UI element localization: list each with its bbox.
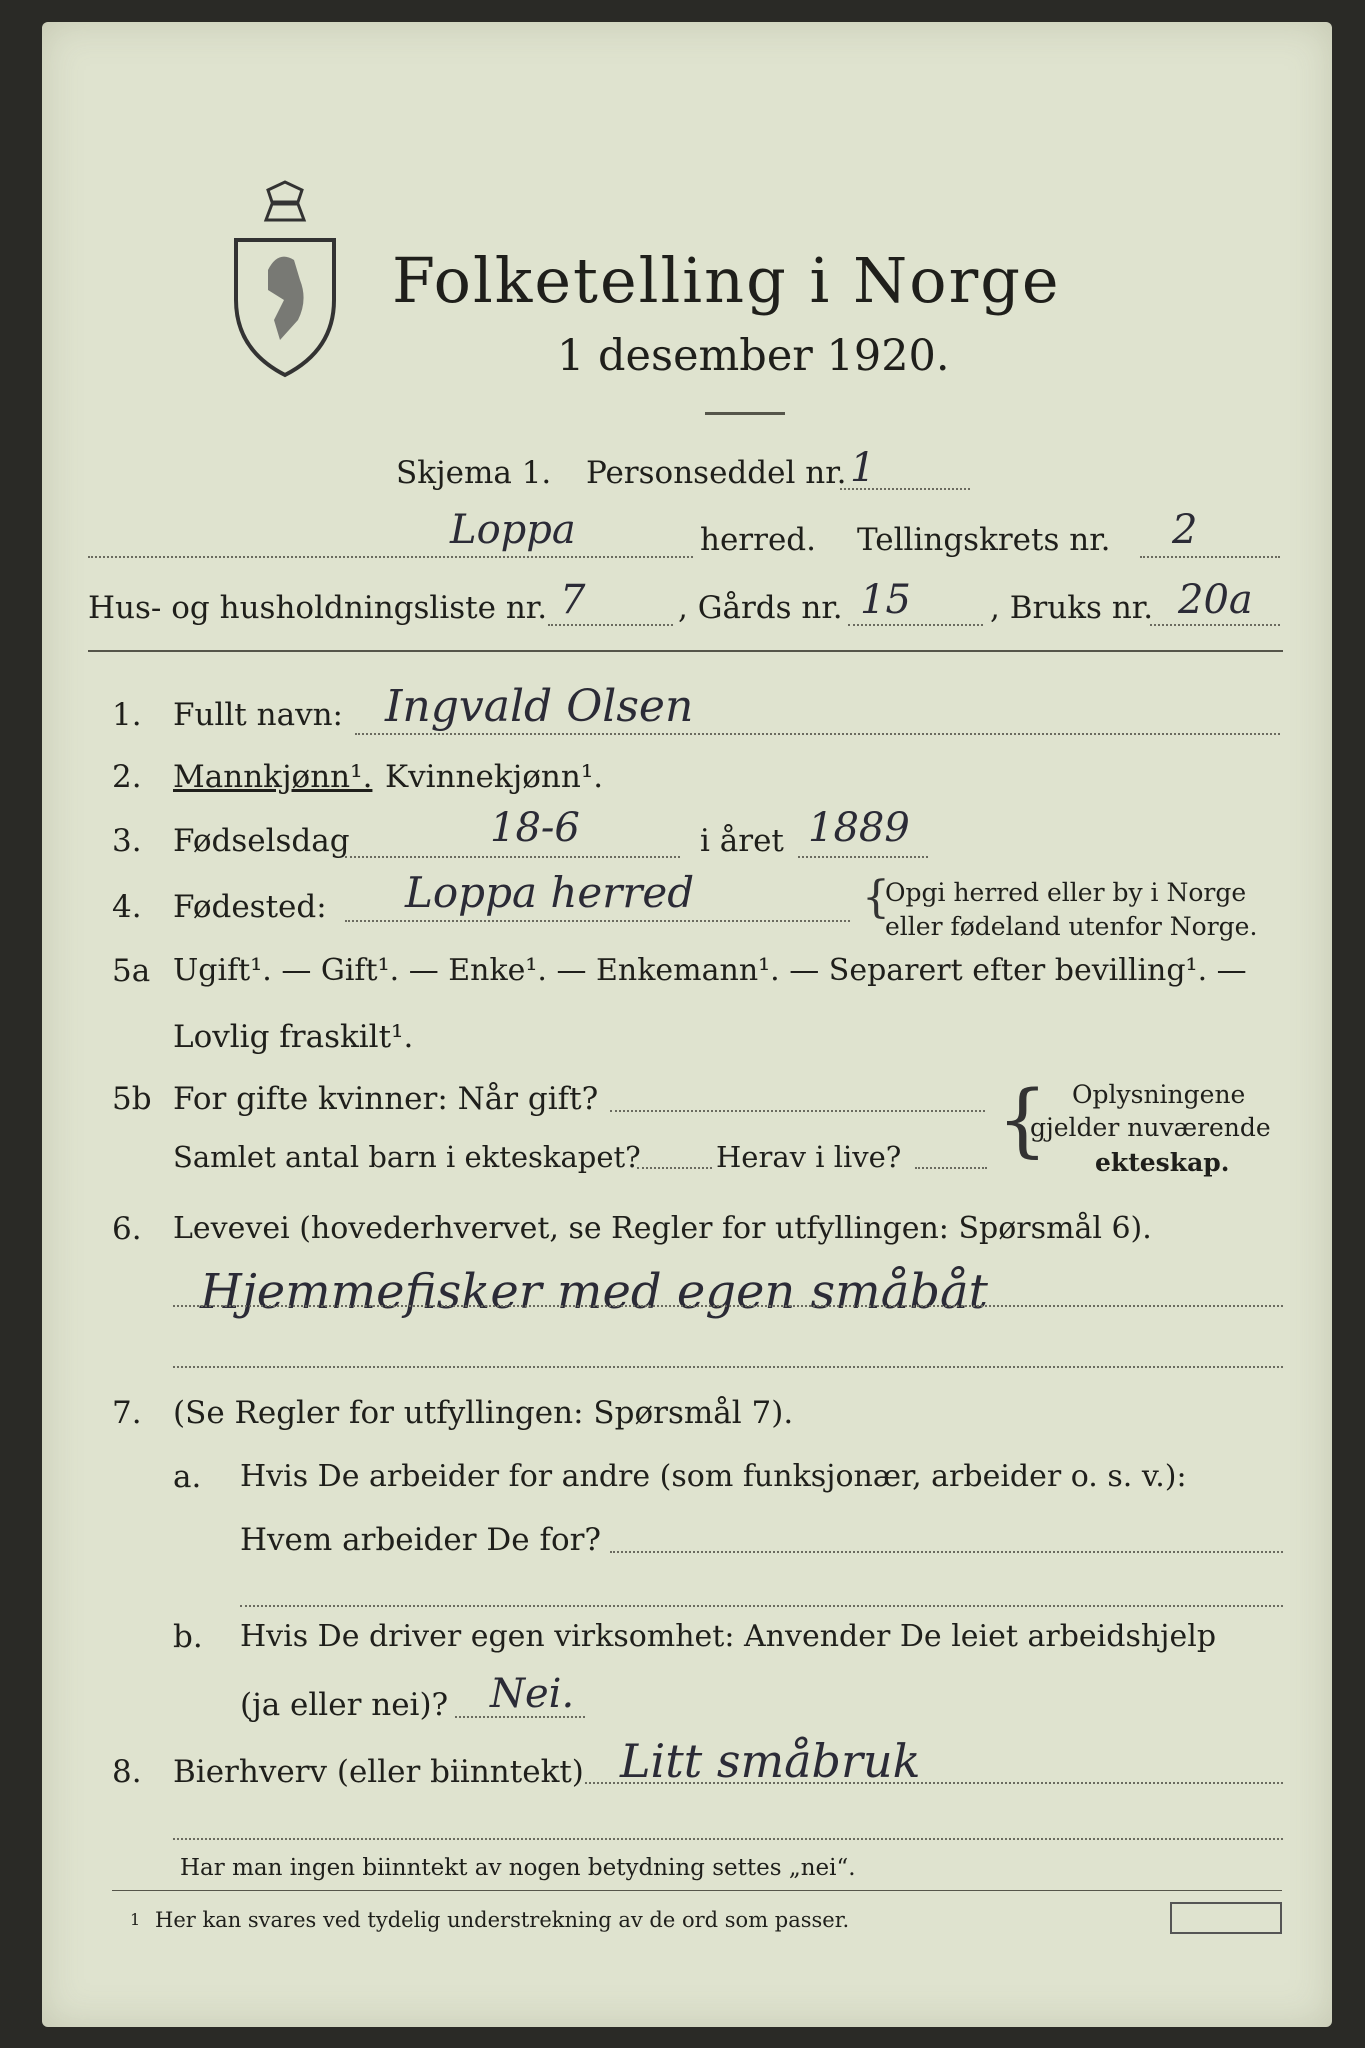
- footer-note: Har man ingen biinntekt av nogen betydning settes „nei“.: [180, 1855, 856, 1881]
- q7b-field: [455, 1716, 585, 1718]
- form-title: Folketelling i Norge: [392, 244, 1061, 317]
- q4-brace: {: [862, 872, 890, 923]
- q5b-note-1: Oplysningene: [1072, 1080, 1246, 1109]
- q5a-number: 5a: [112, 953, 151, 989]
- q7b-line-2: (ja eller nei)?: [240, 1687, 449, 1723]
- herred-value: Loppa: [450, 507, 576, 553]
- q6-occupation-value: Hjemmefisker med egen småbåt: [200, 1264, 988, 1320]
- q5b-line-1-field: [610, 1110, 985, 1112]
- q5a-line-2: Lovlig fraskilt¹.: [173, 1019, 414, 1055]
- q7a-line-field-2: [240, 1605, 1283, 1607]
- q3-year-value: 1889: [808, 805, 910, 851]
- q8-label: Bierhverv (eller biinntekt): [173, 1754, 584, 1790]
- hus-value: 7: [560, 577, 586, 623]
- footer-rule: [112, 1890, 1282, 1891]
- bruks-label: , Bruks nr.: [990, 590, 1154, 626]
- q3-date-line: [345, 856, 680, 858]
- header-rule: [88, 650, 1283, 652]
- tellingskrets-line: [1140, 556, 1280, 558]
- q4-number: 4.: [112, 889, 142, 925]
- q4-note-2: eller fødeland utenfor Norge.: [885, 912, 1258, 941]
- herred-line: [88, 556, 693, 558]
- q7a-number: a.: [173, 1459, 202, 1495]
- q3-year-label: i året: [700, 823, 784, 859]
- printer-stamp: [1170, 1902, 1282, 1934]
- personseddel-line: [840, 488, 970, 490]
- q1-label: Fullt navn:: [173, 697, 343, 733]
- q5b-brace: {: [997, 1073, 1048, 1166]
- q7b-line-1: Hvis De driver egen virksomhet: Anvender De leiet arbeidshjelp: [240, 1619, 1217, 1654]
- footnote-text: Her kan svares ved tydelig understrekning av de ord som passer.: [155, 1908, 850, 1932]
- q1-number: 1.: [112, 697, 142, 733]
- q8-number: 8.: [112, 1754, 142, 1790]
- bruks-line: [1150, 624, 1280, 626]
- q5b-line-2b: Herav i live?: [716, 1140, 902, 1174]
- q5b-line-2a: Samlet antal barn i ekteskapet?: [173, 1140, 641, 1174]
- q7-label: (Se Regler for utfyllingen: Spørsmål 7).: [173, 1395, 794, 1431]
- q7b-value: Nei.: [490, 1671, 575, 1717]
- q2-mannkjonn: Mannkjønn¹.: [173, 759, 373, 795]
- hus-label: Hus- og husholdningsliste nr.: [88, 590, 548, 626]
- q8-line-2: [173, 1838, 1283, 1840]
- q5b-line-2b-field: [915, 1167, 987, 1169]
- q6-line-1: [173, 1305, 1283, 1307]
- gards-label: , Gårds nr.: [678, 590, 843, 626]
- q7-number: 7.: [112, 1395, 142, 1431]
- q5b-number: 5b: [112, 1081, 152, 1117]
- skjema-label: Skjema 1.: [396, 455, 552, 491]
- tellingskrets-value: 2: [1172, 507, 1198, 553]
- q7a-line-2: Hvem arbeider De for?: [240, 1522, 602, 1558]
- title-divider: [705, 412, 785, 415]
- q7a-line-field: [610, 1551, 1283, 1553]
- q3-year-line: [798, 856, 928, 858]
- q2-kvinnekjonn: Kvinnekjønn¹.: [385, 759, 604, 795]
- q4-birthplace-value: Loppa herred: [405, 868, 695, 917]
- q4-line: [345, 920, 850, 922]
- q1-line: [355, 733, 1280, 735]
- q5b-line-2a-field: [637, 1167, 712, 1169]
- q6-label: Levevei (hovederhvervet, se Regler for utfyllingen: Spørsmål 6).: [173, 1211, 1152, 1246]
- q7a-line-1: Hvis De arbeider for andre (som funksjonær, arbeider o. s. v.):: [240, 1459, 1187, 1494]
- q7b-number: b.: [173, 1619, 203, 1655]
- q8-value: Litt småbruk: [620, 1734, 921, 1788]
- q3-date-value: 18-6: [490, 805, 580, 851]
- herred-label: herred.: [700, 522, 816, 558]
- norwegian-coat-of-arms-icon: [228, 180, 343, 380]
- footnote-number: 1: [130, 1910, 141, 1929]
- hus-line: [548, 624, 673, 626]
- q5b-note-3: ekteskap.: [1095, 1148, 1230, 1177]
- q5a-line-1: Ugift¹. — Gift¹. — Enke¹. — Enkemann¹. — Separert efter bevilling¹. —: [173, 953, 1247, 988]
- personseddel-label: Personseddel nr.: [586, 455, 847, 491]
- q6-number: 6.: [112, 1211, 142, 1247]
- q3-label: Fødselsdag: [173, 823, 350, 859]
- q6-line-2: [173, 1366, 1283, 1368]
- q5b-line-1: For gifte kvinner: Når gift?: [173, 1081, 599, 1117]
- q5b-note-2: gjelder nuværende: [1030, 1113, 1271, 1142]
- tellingskrets-label: Tellingskrets nr.: [857, 522, 1111, 558]
- q8-line: [585, 1782, 1283, 1784]
- q2-number: 2.: [112, 759, 142, 795]
- q4-note-1: Opgi herred eller by i Norge: [885, 878, 1247, 907]
- bruks-value: 20a: [1178, 577, 1253, 623]
- personseddel-value: 1: [850, 445, 876, 491]
- q3-number: 3.: [112, 823, 142, 859]
- gards-line: [848, 624, 983, 626]
- q1-name-value: Ingvald Olsen: [385, 681, 694, 732]
- form-date: 1 desember 1920.: [557, 331, 950, 381]
- q4-label: Fødested:: [173, 889, 327, 925]
- gards-value: 15: [860, 577, 911, 623]
